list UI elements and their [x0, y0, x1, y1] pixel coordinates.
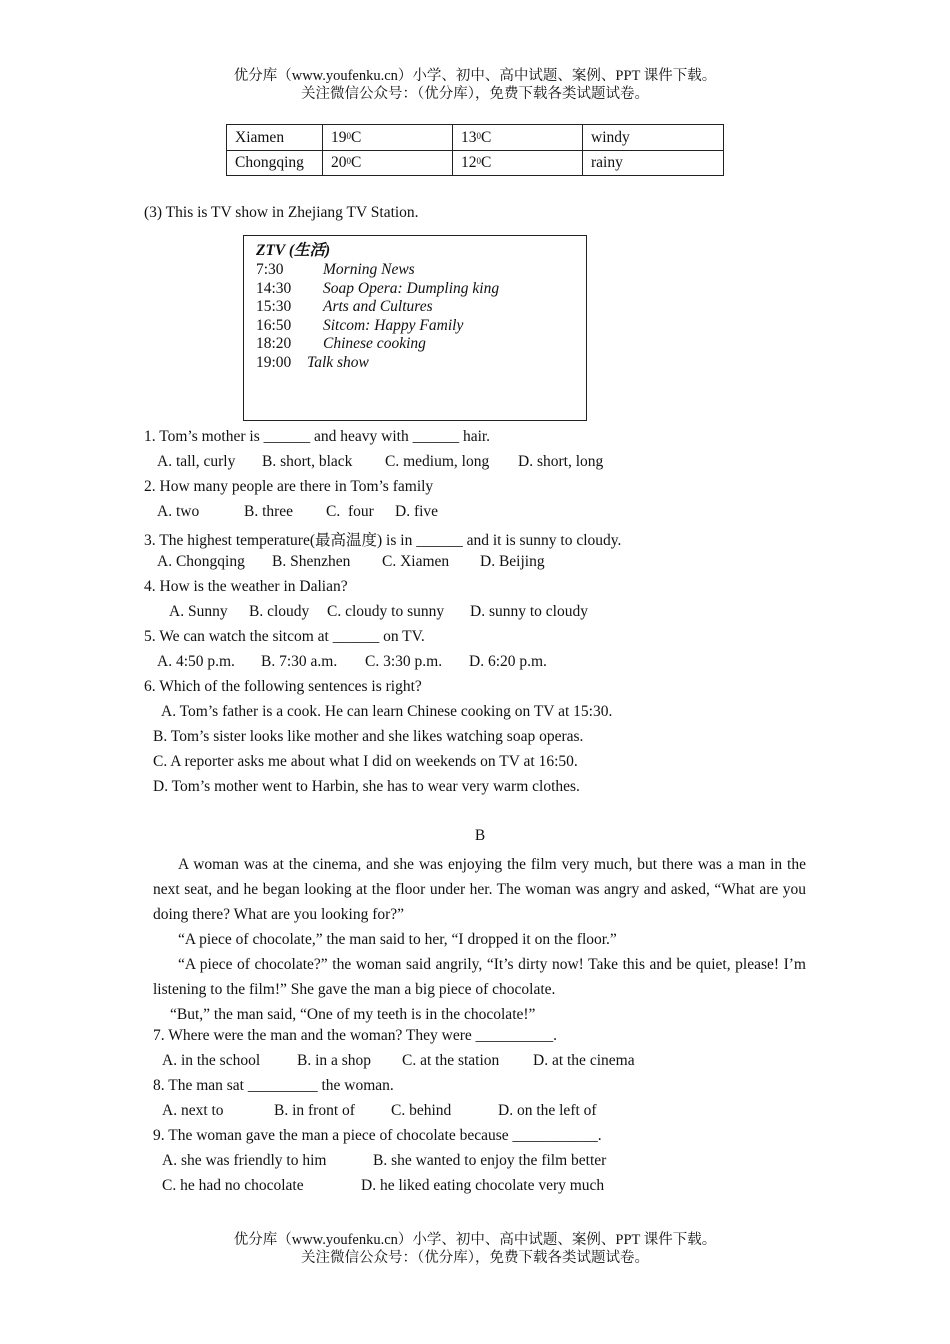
header-line-2: 关注微信公众号：（优分库），免费下载各类试题试卷。 [301, 86, 649, 102]
option: A. Tom’s father is a cook. He can learn Chinese cooking on TV at 15:30. [161, 703, 613, 720]
weather-cell: windy [583, 125, 724, 151]
question-7: 7. Where were the man and the woman? They were __________. [153, 1027, 558, 1044]
option: C. A reporter asks me about what I did on weekends on TV at 16:50. [153, 753, 578, 770]
option: B. 7:30 a.m. [261, 653, 338, 670]
low-temp-cell: $12^0C$ [453, 151, 583, 176]
option: C. four [326, 503, 374, 520]
passage-paragraph: “But,” the man said, “One of my teeth is in the chocolate!” [170, 1006, 536, 1023]
high-temp-cell: $19^0C$ [323, 125, 453, 151]
table-row [227, 125, 724, 151]
footer-line-1: 优分库（www.youfenku.cn）小学、初中、高中试题、案例、PPT 课件下载。 [233, 1232, 717, 1248]
option: A. next to [162, 1102, 224, 1119]
question-6: 6. Which of the following sentences is right? [144, 678, 422, 695]
question-5: 5. We can watch the sitcom at ______ on TV. [144, 628, 425, 645]
tv-time: 7:30 [256, 261, 284, 278]
table-row [227, 151, 724, 176]
option: B. in front of [274, 1102, 355, 1119]
question-8: 8. The man sat _________ the woman. [153, 1077, 394, 1094]
weather-cell: rainy [583, 151, 724, 176]
option: B. in a shop [297, 1052, 372, 1069]
question-4: 4. How is the weather in Dalian? [144, 578, 348, 595]
weather-table [226, 124, 724, 176]
tv-time: 16:50 [256, 316, 292, 334]
tv-show: Morning News [323, 261, 415, 278]
option: A. 4:50 p.m. [157, 653, 235, 670]
section-heading: B [474, 827, 486, 844]
city-cell: Chongqing [227, 151, 323, 176]
tv-show: Arts and Cultures [323, 298, 433, 316]
option: B. cloudy [249, 603, 310, 620]
option: A. Sunny [169, 603, 228, 620]
tv-show: Soap Opera: Dumpling king [323, 279, 500, 297]
option: B. Shenzhen [272, 553, 351, 570]
tv-time: 18:20 [256, 335, 292, 353]
option: D. at the cinema [533, 1052, 635, 1069]
option: B. she wanted to enjoy the film better [373, 1152, 607, 1169]
option: D. he liked eating chocolate very much [361, 1177, 605, 1194]
option: C. cloudy to sunny [327, 603, 445, 620]
passage-paragraph: A woman was at the cinema, and she was enjoying the film very much, but there was a man in the next seat, and he began looking at the floor under her. The woman was angry and asked, “What are you doing there? What are you looking for?” [153, 856, 806, 923]
tv-show: Talk show [307, 354, 369, 371]
option: A. she was friendly to him [162, 1152, 327, 1169]
tv-title: ZTV (生活) [256, 242, 331, 259]
option: D. on the left of [498, 1102, 597, 1119]
option: C. medium, long [385, 453, 490, 470]
question-2: 2. How many people are there in Tom’s family [144, 478, 434, 495]
passage-paragraph: “A piece of chocolate,” the man said to her, “I dropped it on the floor.” [178, 931, 617, 948]
header-line-1: 优分库（www.youfenku.cn）小学、初中、高中试题、案例、PPT 课件下载。 [233, 68, 717, 84]
option: C. at the station [402, 1052, 500, 1069]
section3-intro: (3) This is TV show in Zhejiang TV Station. [144, 204, 419, 221]
option: B. Tom’s sister looks like mother and she likes watching soap operas. [153, 728, 584, 745]
option: D. five [395, 503, 439, 520]
low-temp-cell: $13^0C$ [453, 125, 583, 151]
city-cell: Xiamen [227, 125, 323, 151]
question-9: 9. The woman gave the man a piece of chocolate because ___________. [153, 1127, 602, 1144]
tv-show: Chinese cooking [323, 335, 426, 353]
tv-time: 19:00 [256, 354, 292, 371]
option: C. Xiamen [382, 553, 450, 570]
tv-time: 15:30 [256, 298, 292, 316]
option: C. behind [391, 1102, 452, 1119]
option: C. 3:30 p.m. [365, 653, 443, 670]
high-temp-cell: $20^0C$ [323, 151, 453, 176]
option: D. short, long [518, 453, 604, 470]
passage-paragraph: “A piece of chocolate?” the woman said angrily, “It’s dirty now! Take this and be quiet, please! I’m listening to the film!” She gave the man a big piece of chocolate. [153, 956, 806, 998]
option: D. Beijing [480, 553, 545, 570]
tv-show: Sitcom: Happy Family [323, 316, 464, 334]
option: A. tall, curly [157, 453, 236, 470]
option: D. Tom’s mother went to Harbin, she has to wear very warm clothes. [153, 778, 580, 795]
option: A. Chongqing [157, 553, 245, 570]
option: A. in the school [162, 1052, 261, 1069]
footer-line-2: 关注微信公众号：（优分库），免费下载各类试题试卷。 [301, 1250, 649, 1266]
question-3: 3. The highest temperature(最高温度) is in ______ and it is sunny to cloudy. [144, 532, 622, 549]
option: D. 6:20 p.m. [469, 653, 547, 670]
tv-time: 14:30 [256, 279, 292, 297]
option: C. he had no chocolate [162, 1177, 304, 1194]
option: B. three [244, 503, 294, 520]
option: B. short, black [262, 453, 353, 470]
question-1: 1. Tom’s mother is ______ and heavy with ______ hair. [144, 428, 491, 445]
option: A. two [157, 503, 200, 520]
option: D. sunny to cloudy [470, 603, 588, 620]
tv-schedule-box [243, 235, 587, 421]
